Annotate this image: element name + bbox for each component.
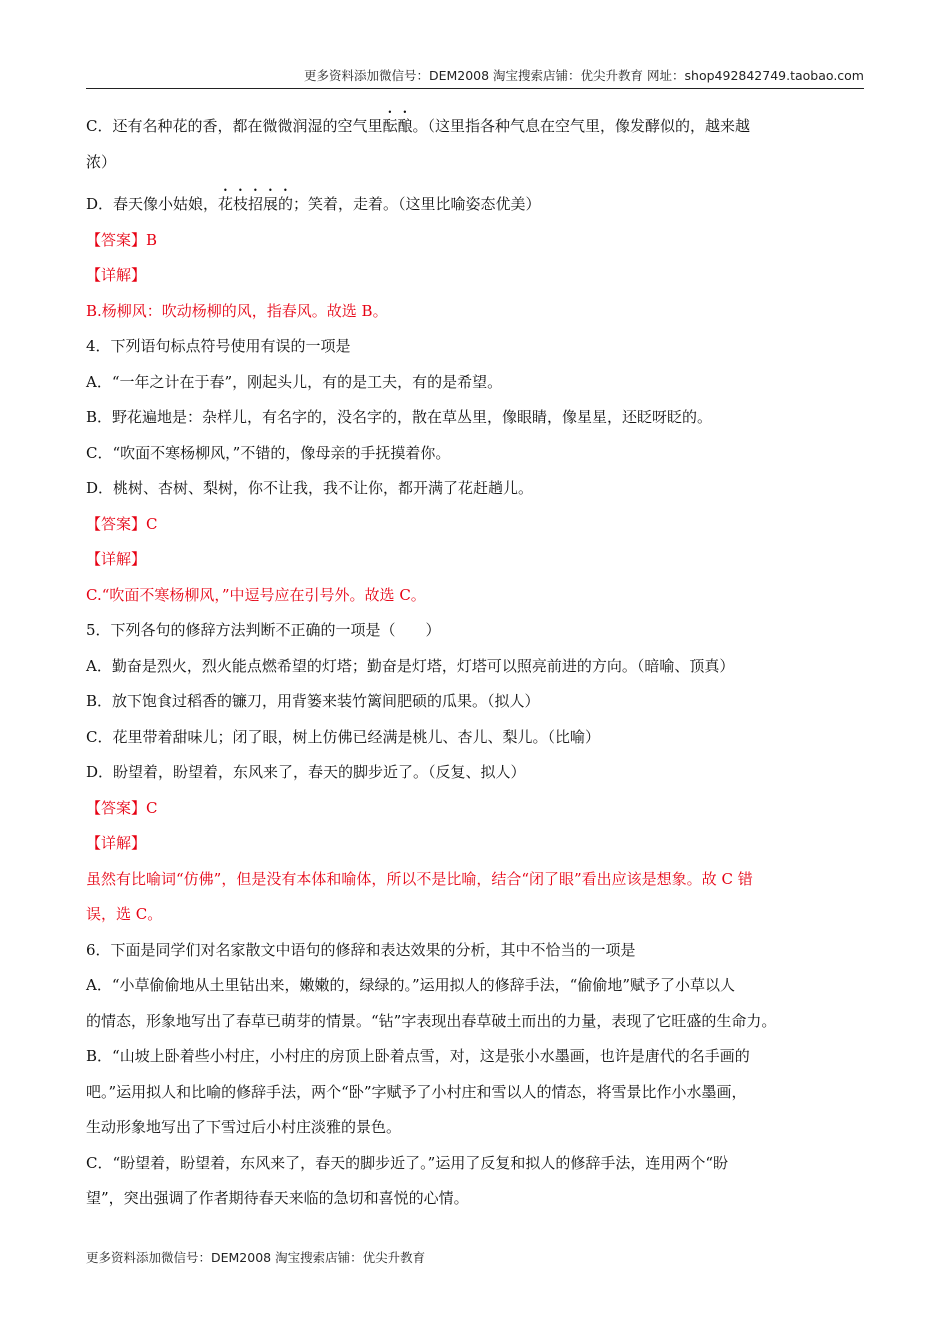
q3-option-d-note: ；笑着，走着。（这里比喻姿态优美）: [293, 195, 541, 213]
q5-option-b: B．放下饱食过稻香的镰刀，用背篓来装竹篱间肥硕的瓜果。（拟人）: [86, 692, 540, 710]
q6-option-a-line-1: A．“小草偷偷地从土里钻出来，嫩嫩的，绿绿的。”运用拟人的修辞手法，“偷偷地”赋予了小草以人: [86, 976, 736, 994]
q5-option-c: C．花里带着甜味儿；闭了眼，树上仿佛已经满是桃儿、杏儿、梨儿。（比喻）: [86, 727, 600, 746]
page-footer: 更多资料添加微信号：DEM2008 淘宝搜索店铺：优尖升教育: [86, 1250, 426, 1265]
q3-detail-label: 【详解】: [86, 266, 147, 284]
q4-option-c: C．“吹面不寒杨柳风，”不错的，像母亲的手抚摸着你。: [86, 443, 451, 462]
q5-detail-label: 【详解】: [86, 834, 147, 852]
q5-answer: 【答案】C: [86, 798, 158, 817]
q3-option-d-text: D．春天像小姑娘，: [86, 195, 219, 213]
q4-option-d: D．桃树、杏树、梨树，你不让我，我不让你，都开满了花赶趟儿。: [86, 479, 534, 497]
q5-stem: 5．下列各句的修辞方法判断不正确的一项是（ ）: [86, 621, 441, 639]
q6-option-b-line-3: 生动形象地写出了下雪过后小村庄淡雅的景色。: [86, 1118, 402, 1136]
q3-option-c-emphasized-word: 酝酿: [382, 117, 413, 135]
q6-stem: 6．下面是同学们对名家散文中语句的修辞和表达效果的分析，其中不恰当的一项是: [86, 940, 636, 959]
q3-option-d-emphasized-word: 花枝招展的: [218, 195, 294, 213]
q3-option-c-note: 。（这里指各种气息在空气里，像发酵似的，越来越: [412, 117, 751, 135]
q4-stem: 4．下列语句标点符号使用有误的一项是: [86, 337, 351, 355]
q5-detail-line-2: 误，选 C。: [86, 905, 163, 923]
q3-option-c-text: C．还有名种花的香，都在微微润湿的空气里: [86, 117, 383, 135]
q6-option-c-line-1: C．“盼望着，盼望着，东风来了，春天的脚步近了。”运用了反复和拟人的修辞手法，连用两个“盼: [86, 1153, 728, 1172]
q4-option-a: A．“一年之计在于春”，刚起头儿，有的是工夫，有的是希望。: [86, 372, 503, 391]
q3-answer: 【答案】B: [86, 230, 158, 249]
q5-option-d: D．盼望着，盼望着，东风来了，春天的脚步近了。（反复、拟人）: [86, 763, 526, 781]
page-header: 更多资料添加微信号：DEM2008 淘宝搜索店铺：优尖升教育 网址：shop492842749.taobao.com: [86, 66, 864, 89]
q6-option-c-line-2: 望”，突出强调了作者期待春天来临的急切和喜悦的心情。: [86, 1189, 469, 1207]
q5-detail-line-1: 虽然有比喻词“仿佛”，但是没有本体和喻体，所以不是比喻，结合“闭了眼”看出应该是想象。故 C 错: [86, 869, 753, 888]
q5-option-a: A．勤奋是烈火，烈火能点燃希望的灯塔；勤奋是灯塔，灯塔可以照亮前进的方向。（暗喻、顶真）: [86, 656, 735, 675]
q3-option-c-continued: 浓）: [86, 152, 117, 171]
document-body: [86, 108, 876, 1223]
q4-answer: 【答案】C: [86, 514, 158, 533]
q4-option-b: B．野花遍地是：杂样儿，有名字的，没名字的，散在草丛里，像眼睛，像星星，还眨呀眨的。: [86, 408, 713, 426]
q3-detail: B.杨柳风：吹动杨柳的风，指春风。故选 B。: [86, 301, 388, 320]
q6-option-b-line-1: B．“山坡上卧着些小村庄，小村庄的房顶上卧着点雪，对，这是张小水墨画，也许是唐代的名手画的: [86, 1047, 750, 1065]
q3-option-c: [86, 108, 876, 137]
q6-option-a-line-2: 的情态，形象地写出了春草已萌芽的情景。“钻”字表现出春草破土而出的力量，表现了它旺盛的生命力。: [86, 1011, 777, 1030]
q4-detail: C.“吹面不寒杨柳风，”中逗号应在引号外。故选 C。: [86, 585, 426, 604]
q6-option-b-line-2: 吧。”运用拟人和比喻的修辞手法，两个“卧”字赋予了小村庄和雪以人的情态，将雪景比作小水墨画，: [86, 1082, 747, 1101]
q3-option-d: [86, 186, 876, 215]
q4-detail-label: 【详解】: [86, 550, 147, 568]
